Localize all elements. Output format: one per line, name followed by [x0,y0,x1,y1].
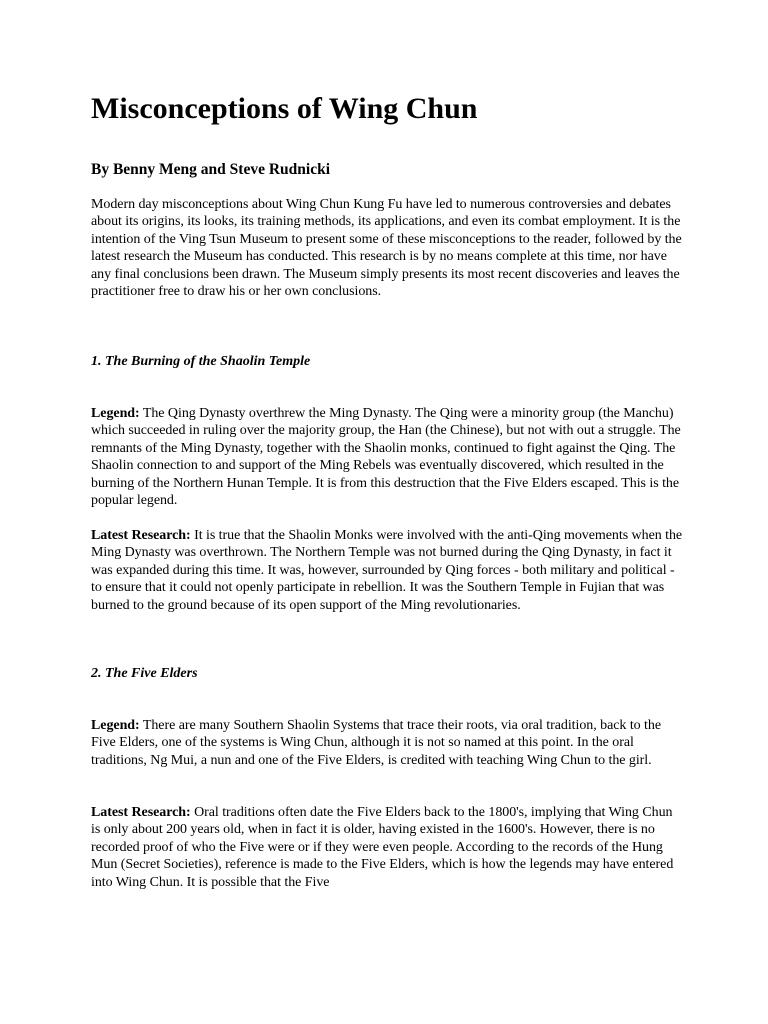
section-heading-five-elders: 2. The Five Elders [91,666,198,681]
research-label: Latest Research: [91,528,191,543]
legend-paragraph-five-elders [91,717,685,769]
author-byline: By Benny Meng and Steve Rudnicki [91,161,331,178]
research-text: It is true that the Shaolin Monks were involved with the anti-Qing movements when the Ming Dynasty was overthrown. The Northern Temple was not burned during the Qing Dynasty, in fact it was expanded during this time. It was, however, surrounded by Qing forces - both military and political - to ensure that it could not openly participate in rebellion. It was the Southern Temple in Fujian that was burned to the ground because of its open support of the Ming revolutionaries. [91,528,683,613]
legend-label: Legend: [91,406,140,421]
research-text: Oral traditions often date the Five Elders back to the 1800's, implying that Wing Chun is only about 200 years old, when in fact it is older, having existed in the 1600's. However, there is no recorded proof of who the Five were or if they were even people. According to the records of the Hung Mun (Secret Societies), reference is made to the Five Elders, which is how the legends may have entered into Wing Chun. It is possible that the Five [91,805,674,890]
section-heading-shaolin-temple: 1. The Burning of the Shaolin Temple [91,354,311,369]
legend-text: The Qing Dynasty overthrew the Ming Dynasty. The Qing were a minority group (the Manchu) which succeeded in ruling over the majority group, the Han (the Chinese), but not with out a struggle. The remnants of the Ming Dynasty, together with the Shaolin monks, continued to fight against the Qing. The Shaolin connection to and support of the Ming Rebels was eventually discovered, which resulted in the burning of the Northern Hunan Temple. It is from this destruction that the Five Elders escaped. This is the popular legend. [91,406,681,509]
document-title: Misconceptions of Wing Chun [91,92,478,125]
legend-label: Legend: [91,718,140,733]
research-label: Latest Research: [91,805,191,820]
legend-text: There are many Southern Shaolin Systems that trace their roots, via oral tradition, back to the Five Elders, one of the systems is Wing Chun, although it is not so named at this point. In the oral traditions, Ng Mui, a nun and one of the Five Elders, is credited with teaching Wing Chun to the girl. [91,718,662,768]
legend-paragraph-shaolin-temple [91,405,685,509]
intro-paragraph: Modern day misconceptions about Wing Chun Kung Fu have led to numerous controversies and debates about its origins, its looks, its training methods, its applications, and even its combat employment. It is the intention of the Ving Tsun Museum to present some of these misconceptions to the reader, followed by the latest research the Museum has conducted. This research is by no means complete at this time, nor have any final conclusions been drawn. The Museum simply presents its most recent discoveries and leaves the practitioner free to draw his or her own conclusions. [91,197,682,300]
research-paragraph-shaolin-temple [91,527,685,614]
research-paragraph-five-elders [91,804,685,891]
